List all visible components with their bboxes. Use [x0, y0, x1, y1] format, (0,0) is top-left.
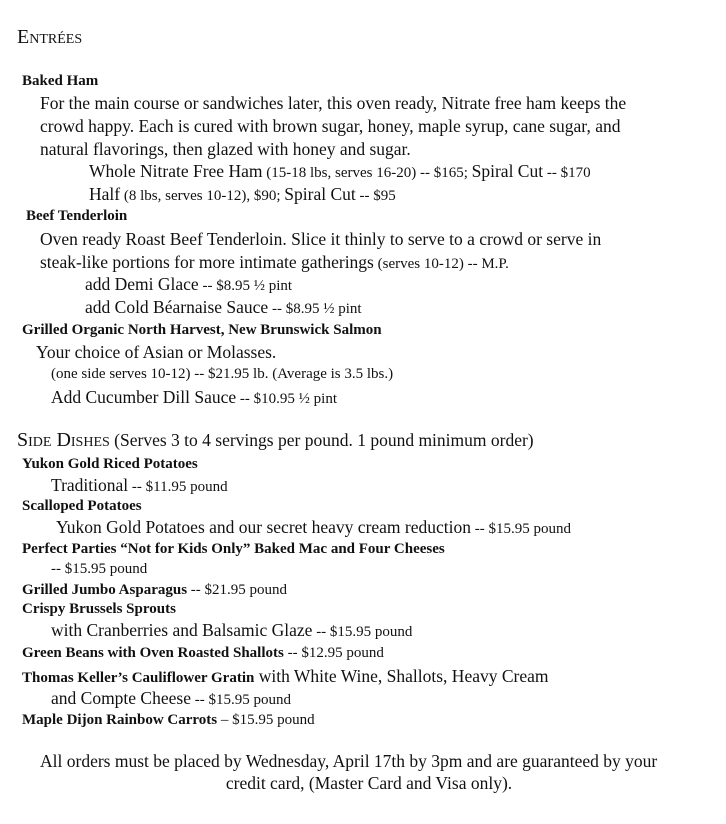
sides-heading-note: (Serves 3 to 4 servings per pound. 1 pound minimum order): [109, 430, 534, 450]
carrots-price: – $15.95 pound: [217, 712, 315, 728]
footer-line-2: credit card, (Master Card and Visa only).: [225, 773, 513, 793]
beef-addon-1-price: -- $8.95 ½ pint: [198, 278, 293, 294]
sprouts-detail-price: -- $15.95 pound: [312, 624, 413, 640]
salmon-addon-label: Add Cucumber Dill Sauce: [51, 387, 237, 407]
scalloped-detail: [56, 516, 571, 541]
baked-ham-desc-1: For the main course or sandwiches later, this oven ready, Nitrate free ham keeps the: [40, 93, 627, 113]
half-ham-detail: (8 lbs, serves 10-12), $90;: [120, 188, 285, 204]
scalloped-detail-price: -- $15.95 pound: [471, 521, 572, 537]
carrots-line: [22, 711, 315, 729]
beef-addon-2-label: add Cold Béarnaise Sauce: [85, 297, 269, 317]
beef-desc-2-small: (serves 10-12) -- M.P.: [373, 256, 509, 272]
gratin-detail-2-price: -- $15.95 pound: [190, 692, 291, 708]
baked-ham-desc-3: natural flavorings, then glazed with honey and sugar.: [40, 139, 411, 159]
gratin-name: Thomas Keller’s Cauliflower Gratin: [22, 670, 255, 686]
beef-desc-1: Oven ready Roast Beef Tenderloin. Slice it thinly to serve to a crowd or serve in: [40, 229, 602, 249]
yukon-detail: [51, 474, 228, 499]
gratin-detail-1: with White Wine, Shallots, Heavy Cream: [254, 666, 549, 686]
whole-ham-line: [89, 160, 591, 185]
beans-price: -- $12.95 pound: [283, 645, 384, 661]
beef-addon-1: [85, 273, 292, 298]
sprouts-detail-label: with Cranberries and Balsamic Glaze: [51, 620, 313, 640]
half-ham-spiral-price: -- $95: [355, 188, 396, 204]
asparagus-line: [22, 581, 287, 599]
beef-addon-2: [85, 296, 362, 321]
gratin-detail-2: [51, 687, 291, 712]
sprouts-detail: [51, 619, 412, 644]
mac-price: -- $15.95 pound: [51, 561, 148, 577]
asparagus-name: Grilled Jumbo Asparagus: [22, 582, 188, 598]
salmon-name: Grilled Organic North Harvest, New Brunswick Salmon: [22, 322, 382, 338]
mac-name: Perfect Parties “Not for Kids Only” Baked Mac and Four Cheeses: [22, 541, 445, 557]
beef-addon-2-price: -- $8.95 ½ pint: [268, 301, 362, 317]
salmon-addon-price: -- $10.95 ½ pint: [236, 391, 337, 407]
half-ham-spiral-label: Spiral Cut: [284, 184, 356, 204]
beans-line: [22, 644, 384, 662]
entrees-heading: Entrées: [17, 26, 83, 48]
footer-line-1: All orders must be placed by Wednesday, April 17th by 3pm and are guaranteed by your: [40, 751, 658, 771]
yukon-name: Yukon Gold Riced Potatoes: [22, 456, 198, 472]
whole-ham-label: Whole Nitrate Free Ham: [89, 161, 263, 181]
sides-heading: Side Dishes: [17, 429, 110, 451]
sprouts-name: Crispy Brussels Sprouts: [22, 601, 176, 617]
half-ham-line: [89, 183, 396, 208]
whole-ham-detail: (15-18 lbs, serves 16-20) -- $165;: [262, 165, 472, 181]
salmon-addon: [51, 386, 337, 411]
carrots-name: Maple Dijon Rainbow Carrots: [22, 712, 218, 728]
yukon-detail-label: Traditional: [51, 475, 129, 495]
baked-ham-desc-2: crowd happy. Each is cured with brown sugar, honey, maple syrup, cane sugar, and: [40, 116, 621, 136]
beef-addon-1-label: add Demi Glace: [85, 274, 199, 294]
asparagus-price: -- $21.95 pound: [187, 582, 288, 598]
yukon-detail-price: -- $11.95 pound: [128, 479, 228, 495]
scalloped-name: Scalloped Potatoes: [22, 498, 142, 514]
whole-ham-spiral-price: -- $170: [543, 165, 591, 181]
salmon-desc-2: (one side serves 10-12) -- $21.95 lb. (Average is 3.5 lbs.): [51, 366, 394, 382]
sides-heading-line: [17, 429, 534, 452]
beans-name: Green Beans with Oven Roasted Shallots: [22, 645, 284, 661]
scalloped-detail-label: Yukon Gold Potatoes and our secret heavy cream reduction: [56, 517, 472, 537]
gratin-line: [22, 665, 549, 688]
half-ham-label: Half: [89, 184, 121, 204]
gratin-detail-2-label: and Compte Cheese: [51, 688, 191, 708]
baked-ham-name: Baked Ham: [22, 73, 99, 89]
beef-tenderloin-name: Beef Tenderloin: [26, 208, 128, 224]
salmon-desc-1: Your choice of Asian or Molasses.: [36, 342, 277, 362]
whole-ham-spiral-label: Spiral Cut: [471, 161, 544, 181]
beef-desc-2: steak-like portions for more intimate gatherings: [40, 252, 374, 272]
